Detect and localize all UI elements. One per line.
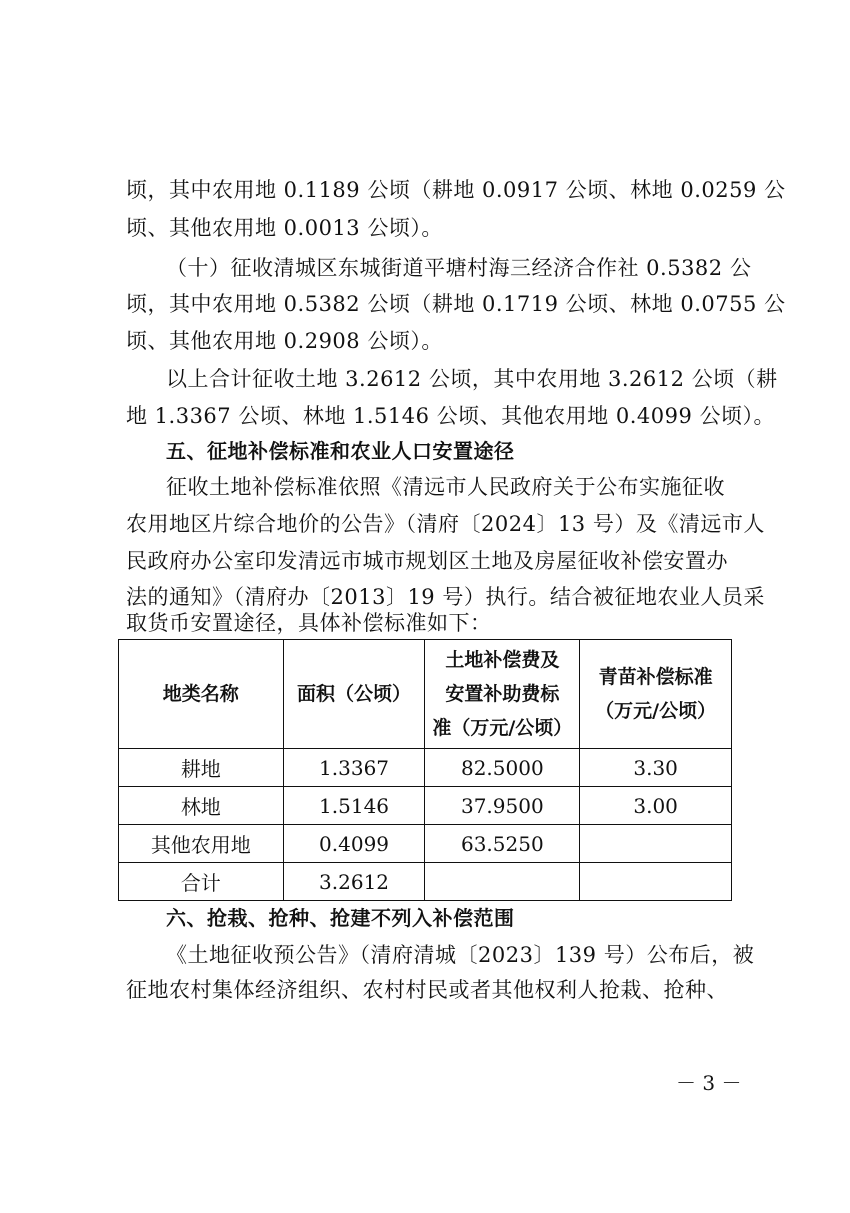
table-row xyxy=(119,825,732,863)
paragraph-line: 顷，其中农用地 0.5382 公顷（耕地 0.1719 公顷、林地 0.0755 公 xyxy=(126,292,786,316)
table-row xyxy=(119,749,732,787)
table-row-total xyxy=(119,863,732,901)
cell-area: 3.2612 xyxy=(283,863,425,901)
cell-compensation: 63.5250 xyxy=(425,825,580,863)
cell-crop: 3.00 xyxy=(580,787,732,825)
paragraph-line: 法的通知》（清府办〔2013〕19 号）执行。结合被征地农业人员采 xyxy=(126,585,765,609)
cell-land-type: 其他农用地 xyxy=(119,825,284,863)
cell-crop xyxy=(580,825,732,863)
paragraph-line: 征地农村集体经济组织、农村村民或者其他权利人抢栽、抢种、 xyxy=(126,978,728,1002)
cell-compensation xyxy=(425,863,580,901)
header-crop-compensation: 青苗补偿标准 （万元/公顷） xyxy=(580,640,732,749)
paragraph-line: 民政府办公室印发清远市城市规划区土地及房屋征收补偿安置办 xyxy=(126,549,728,573)
page-number: － 3 － xyxy=(676,1071,742,1095)
cell-crop xyxy=(580,863,732,901)
paragraph-line: 顷，其中农用地 0.1189 公顷（耕地 0.0917 公顷、林地 0.0259 公 xyxy=(126,178,786,202)
cell-compensation: 37.9500 xyxy=(425,787,580,825)
paragraph-line: 《土地征收预公告》（清府清城〔2023〕139 号）公布后，被 xyxy=(166,943,755,967)
paragraph-line: （十）征收清城区东城街道平塘村海三经济合作社 0.5382 公 xyxy=(166,256,752,280)
section-heading: 六、抢栽、抢种、抢建不列入补偿范围 xyxy=(166,906,515,930)
cell-compensation: 82.5000 xyxy=(425,749,580,787)
paragraph-line: 地 1.3367 公顷、林地 1.5146 公顷、其他农用地 0.4099 公顷）。 xyxy=(126,404,775,428)
paragraph-line: 顷、其他农用地 0.2908 公顷）。 xyxy=(126,329,443,353)
cell-area: 1.3367 xyxy=(283,749,425,787)
table-row xyxy=(119,787,732,825)
cell-land-type: 合计 xyxy=(119,863,284,901)
header-compensation: 土地补偿费及 安置补助费标 准（万元/公顷） xyxy=(425,640,580,749)
cell-land-type: 林地 xyxy=(119,787,284,825)
compensation-table xyxy=(118,639,732,901)
paragraph-line: 农用地区片综合地价的公告》（清府〔2024〕13 号）及《清远市人 xyxy=(126,512,765,536)
section-heading: 五、征地补偿标准和农业人口安置途径 xyxy=(166,439,515,463)
cell-crop: 3.30 xyxy=(580,749,732,787)
paragraph-line: 顷、其他农用地 0.0013 公顷）。 xyxy=(126,216,443,240)
header-land-type: 地类名称 xyxy=(119,640,284,749)
cell-area: 0.4099 xyxy=(283,825,425,863)
header-area: 面积（公顷） xyxy=(283,640,425,749)
cell-area: 1.5146 xyxy=(283,787,425,825)
paragraph-line: 以上合计征收土地 3.2612 公顷，其中农用地 3.2612 公顷（耕 xyxy=(166,367,778,391)
paragraph-line: 征收土地补偿标准依照《清远市人民政府关于公布实施征收 xyxy=(166,475,725,499)
paragraph-line: 取货币安置途径，具体补偿标准如下： xyxy=(126,611,492,635)
table-header-row xyxy=(119,640,732,749)
cell-land-type: 耕地 xyxy=(119,749,284,787)
